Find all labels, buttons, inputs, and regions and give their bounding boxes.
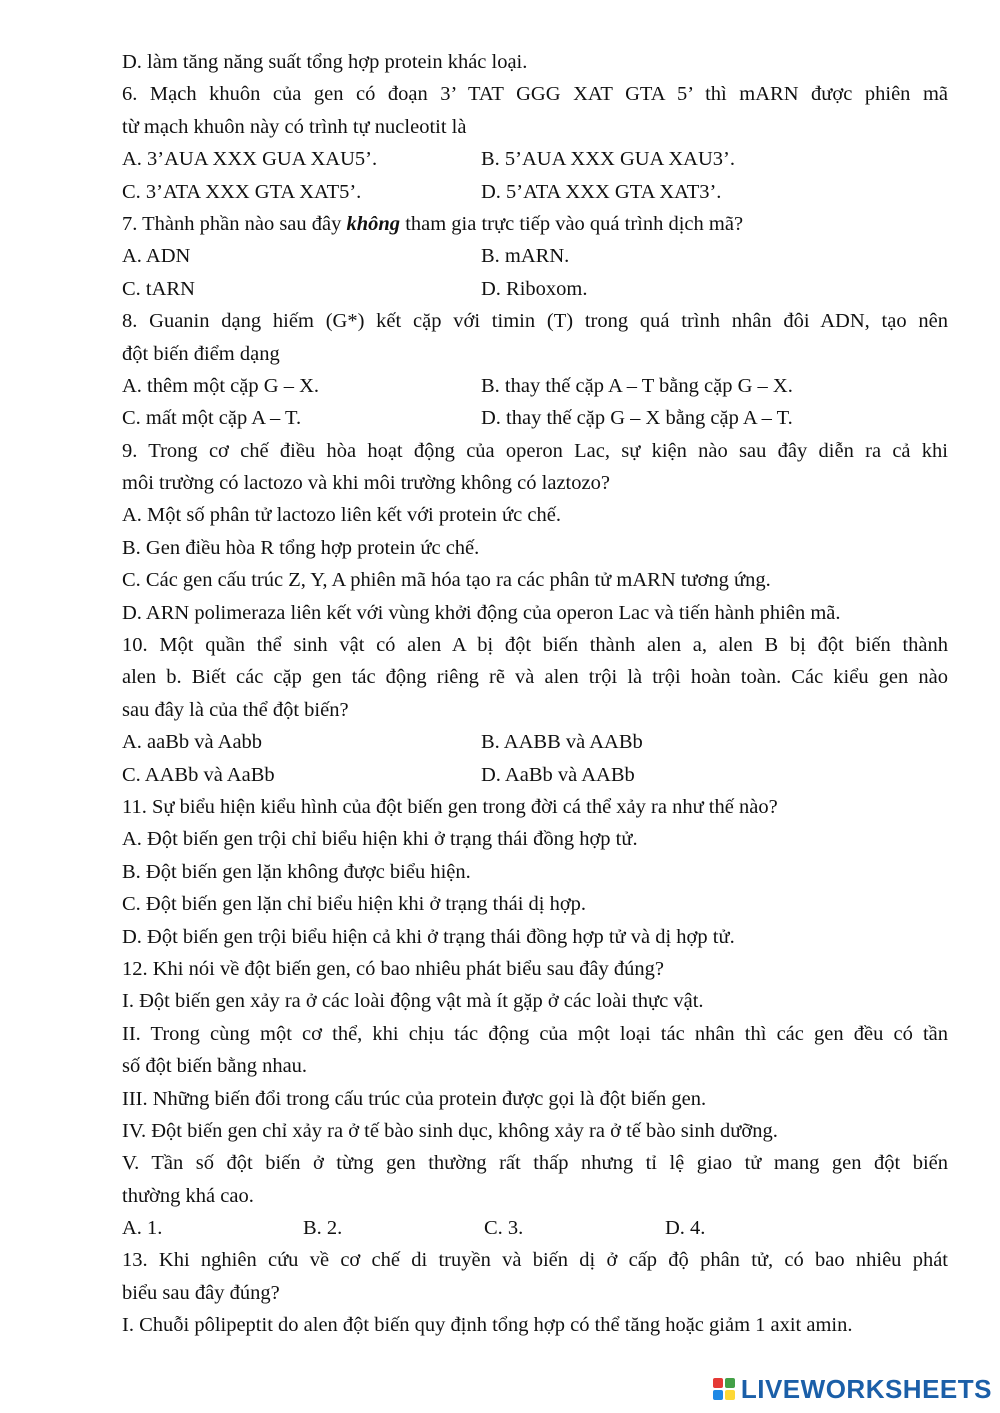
question-8-options-row-1 xyxy=(122,370,948,402)
option-c: C. mất một cặp A – T. xyxy=(122,407,302,430)
option-b: B. thay thế cặp A – T bằng cặp G – X. xyxy=(481,374,793,397)
question-6-options-row-1 xyxy=(122,143,948,175)
option-a: A. ADN xyxy=(122,245,191,268)
option-a: A. 1. xyxy=(122,1217,163,1240)
logo-square-4 xyxy=(725,1390,735,1400)
question-9-stem: 9. Trong cơ chế điều hòa hoạt động của operon Lac, sự kiện nào sau đây diễn ra cả khi xyxy=(122,439,948,462)
question-7-options-row-2 xyxy=(122,273,948,305)
liveworksheets-logo-icon xyxy=(713,1378,735,1400)
option-c: C. 3. xyxy=(484,1217,524,1240)
option-a: A. aaBb và Aabb xyxy=(122,731,263,754)
option-c: C. Các gen cấu trúc Z, Y, A phiên mã hóa tạo ra các phân tử mARN tương ứng. xyxy=(122,569,771,592)
liveworksheets-footer xyxy=(713,1375,992,1403)
option-c: C. tARN xyxy=(122,277,195,300)
option-d: D. ARN polimeraza liên kết với vùng khởi động của operon Lac và tiến hành phiên mã. xyxy=(122,601,841,624)
statement-v: V. Tần số đột biến ở từng gen thường rất thấp nhưng tỉ lệ giao tử mang gen đột biến xyxy=(122,1152,948,1175)
option-a: A. Một số phân tử lactozo liên kết với protein ức chế. xyxy=(122,504,561,527)
option-d: D. AaBb và AABb xyxy=(481,763,635,786)
option-b: B. 2. xyxy=(303,1217,343,1240)
option-line: D. làm tăng năng suất tổng hợp protein khác loại. xyxy=(122,51,528,73)
statement-iv: IV. Đột biến gen chỉ xảy ra ở tế bào sinh dục, không xảy ra ở tế bào sinh dưỡng. xyxy=(122,1119,778,1142)
question-9-stem-cont: môi trường có lactozo và khi môi trường không có laztozo? xyxy=(122,472,610,495)
option-c: C. AABb và AaBb xyxy=(122,763,275,786)
liveworksheets-brand: LIVEWORKSHEETS xyxy=(740,1373,992,1404)
option-d: D. Đột biến gen trội biểu hiện cả khi ở trạng thái đồng hợp tử và dị hợp tử. xyxy=(122,925,735,948)
option-c: C. 3’ATA XXX GTA XAT5’. xyxy=(122,180,362,203)
statement-ii: II. Trong cùng một cơ thể, khi chịu tác động của một loại tác nhân thì các gen đều có tần xyxy=(122,1022,948,1045)
option-b: B. AABB và AABb xyxy=(481,731,643,754)
question-8-stem-cont: đột biến điểm dạng xyxy=(122,342,280,365)
question-13-stem: 13. Khi nghiên cứu về cơ chế di truyền và biến dị ở cấp độ phân tử, có bao nhiêu phát xyxy=(122,1249,948,1272)
q7-text-post: tham gia trực tiếp vào quá trình dịch mã? xyxy=(400,212,744,235)
q7-emphasis: không xyxy=(346,212,401,235)
logo-square-1 xyxy=(713,1378,723,1388)
question-11-stem: 11. Sự biểu hiện kiểu hình của đột biến gen trong đời cá thể xảy ra như thế nào? xyxy=(122,795,778,818)
logo-square-2 xyxy=(725,1378,735,1388)
option-c: C. Đột biến gen lặn chỉ biểu hiện khi ở trạng thái dị hợp. xyxy=(122,893,587,916)
option-a: A. Đột biến gen trội chỉ biểu hiện khi ở trạng thái đồng hợp tử. xyxy=(122,828,638,851)
worksheet-page xyxy=(122,46,948,1342)
question-6-stem: 6. Mạch khuôn của gen có đoạn 3’ TAT GGG XAT GTA 5’ thì mARN được phiên mã xyxy=(122,83,948,106)
option-d: D. 4. xyxy=(665,1217,706,1240)
option-b: B. mARN. xyxy=(481,245,570,268)
question-13-stem-cont: biểu sau đây đúng? xyxy=(122,1281,280,1304)
question-12-options xyxy=(122,1212,948,1244)
question-12-stem: 12. Khi nói về đột biến gen, có bao nhiêu phát biểu sau đây đúng? xyxy=(122,957,664,980)
statement-v-cont: thường khá cao. xyxy=(122,1184,254,1207)
question-7-options-row-1 xyxy=(122,240,948,272)
question-8-stem: 8. Guanin dạng hiếm (G*) kết cặp với timin (T) trong quá trình nhân đôi ADN, tạo nên xyxy=(122,310,948,333)
logo-square-3 xyxy=(713,1390,723,1400)
question-6-options-row-2 xyxy=(122,176,948,208)
question-10-stem-cont: alen b. Biết các cặp gen tác động riêng rẽ và alen trội là trội hoàn toàn. Các kiểu gen nào xyxy=(122,666,948,689)
question-6-stem-cont: từ mạch khuôn này có trình tự nucleotit là xyxy=(122,115,467,138)
statement-ii-cont: số đột biến bằng nhau. xyxy=(122,1055,308,1078)
option-d: D. 5’ATA XXX GTA XAT3’. xyxy=(481,180,722,203)
option-a: A. 3’AUA XXX GUA XAU5’. xyxy=(122,148,378,171)
option-d: D. Riboxom. xyxy=(481,277,588,300)
question-10-options-row-2 xyxy=(122,759,948,791)
q7-text-pre: 7. Thành phần nào sau đây xyxy=(122,212,347,235)
option-a: A. thêm một cặp G – X. xyxy=(122,374,319,397)
question-7-stem xyxy=(122,208,948,240)
statement-i: I. Đột biến gen xảy ra ở các loài động vật mà ít gặp ở các loài thực vật. xyxy=(122,990,704,1013)
option-b: B. Gen điều hòa R tổng hợp protein ức chế. xyxy=(122,536,480,559)
option-b: B. Đột biến gen lặn không được biểu hiện. xyxy=(122,860,471,883)
question-10-stem: 10. Một quần thể sinh vật có alen A bị đột biến thành alen a, alen B bị đột biến thành xyxy=(122,634,948,657)
option-d: D. thay thế cặp G – X bằng cặp A – T. xyxy=(481,407,793,430)
option-b: B. 5’AUA XXX GUA XAU3’. xyxy=(481,148,735,171)
question-8-options-row-2 xyxy=(122,402,948,434)
question-10-stem-end: sau đây là của thể đột biến? xyxy=(122,698,349,721)
statement-i: I. Chuỗi pôlipeptit do alen đột biến quy định tổng hợp có thể tăng hoặc giảm 1 axit amin. xyxy=(122,1314,853,1337)
question-10-options-row-1 xyxy=(122,726,948,758)
statement-iii: III. Những biến đổi trong cấu trúc của protein được gọi là đột biến gen. xyxy=(122,1087,707,1110)
